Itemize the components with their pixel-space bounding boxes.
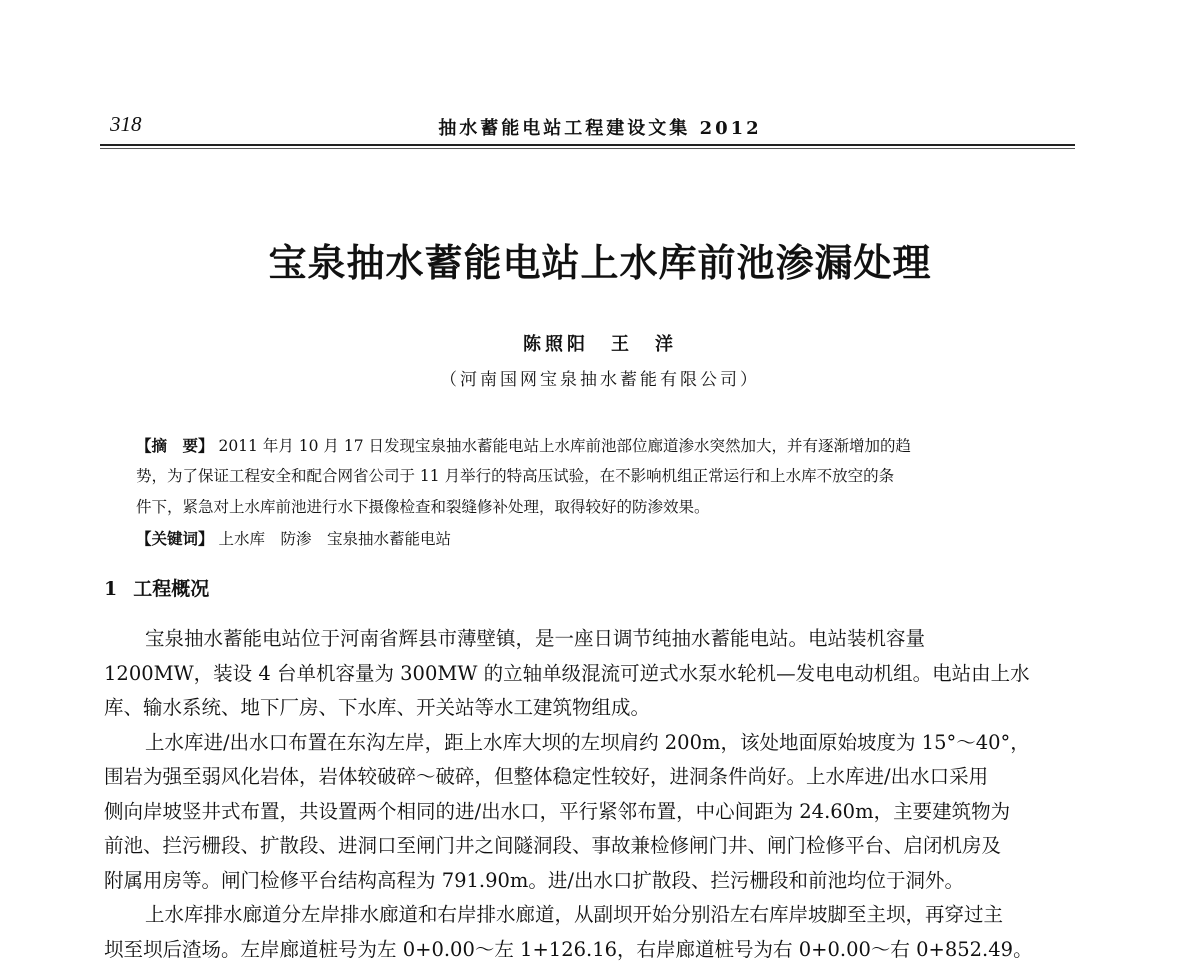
keywords-text: 上水库 防渗 宝泉抽水蓄能电站 [218,530,451,548]
body-text [104,622,1084,967]
section-number: 1 [104,578,117,600]
keywords-line [136,523,1056,554]
page-number: 318 [110,112,142,137]
paragraph-line: 坝至坝后渣场。左岸廊道桩号为左 0+0.00～左 1+126.16，右岸廊道桩号为右 0+0.00～右 0+852.49。 [104,933,1084,967]
abstract-line: 势，为了保证工程安全和配合网省公司于 11 月举行的特高压试验，在不影响机组正常运行和上水库不放空的条 [136,461,1056,492]
keywords-label: 【关键词】 [136,529,214,548]
paragraph-line: 上水库进/出水口布置在东沟左岸，距上水库大坝的左坝肩约 200m，该处地面原始坡度为 15°～40°， [104,726,1084,761]
paragraph-line: 上水库排水廊道分左岸排水廊道和右岸排水廊道，从副坝开始分别沿左右库岸坡脚至主坝，再穿过主 [104,898,1084,933]
article-affiliation: （河南国网宝泉抽水蓄能有限公司） [0,365,1200,390]
paragraph-line: 附属用房等。闸门检修平台结构高程为 791.90m。进/出水口扩散段、拦污栅段和前池均位于洞外。 [104,864,1084,899]
abstract-line: 件下，紧急对上水库前池进行水下摄像检查和裂缝修补处理，取得较好的防渗效果。 [136,492,1056,523]
abstract-block [136,430,1056,554]
abstract-text: 2011 年月 10 月 17 日发现宝泉抽水蓄能电站上水库前池部位廊道渗水突然加大，并有逐渐增加的趋 [218,437,911,455]
running-head: 抽水蓄能电站工程建设文集 2012 [0,114,1200,140]
paragraph-line: 围岩为强至弱风化岩体，岩体较破碎～破碎，但整体稳定性较好，进洞条件尚好。上水库进/出水口采用 [104,760,1084,795]
paragraph-line: 侧向岸坡竖井式布置，共设置两个相同的进/出水口，平行紧邻布置，中心间距为 24.60m，主要建筑物为 [104,795,1084,830]
abstract-label: 【摘 要】 [136,436,214,455]
paragraph-line: 前池、拦污栅段、扩散段、进洞口至闸门井之间隧洞段、事故兼检修闸门井、闸门检修平台、启闭机房及 [104,829,1084,864]
abstract-line [136,430,1056,461]
article-title: 宝泉抽水蓄能电站上水库前池渗漏处理 [0,232,1200,287]
paragraph-line: 库、输水系统、地下厂房、下水库、开关站等水工建筑物组成。 [104,691,1084,726]
header-rule [100,144,1075,146]
section-heading [104,574,209,601]
section-title: 工程概况 [133,578,209,600]
paragraph-line: 宝泉抽水蓄能电站位于河南省辉县市薄壁镇，是一座日调节纯抽水蓄能电站。电站装机容量 [104,622,1084,657]
paragraph-line: 1200MW，装设 4 台单机容量为 300MW 的立轴单级混流可逆式水泵水轮机—发电电动机组。电站由上水 [104,657,1084,692]
article-authors: 陈照阳 王 洋 [0,330,1200,356]
header-rule-thin [100,148,1075,149]
